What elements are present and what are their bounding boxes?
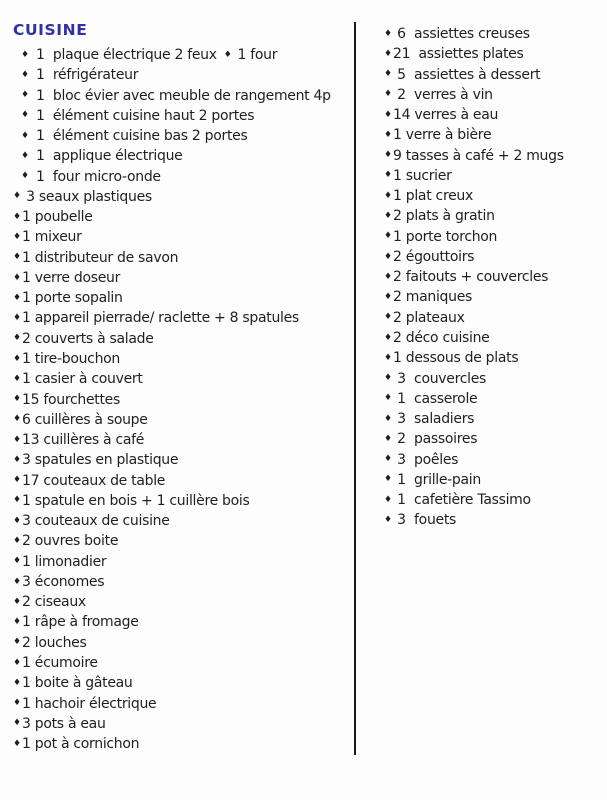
- list-item: [13, 126, 353, 146]
- diamond-bullet-icon: ♦: [13, 454, 21, 465]
- list-item-text: 3 fouets: [393, 512, 457, 529]
- diamond-bullet-icon: ♦: [384, 271, 392, 282]
- list-item-text: 1 élément cuisine haut 2 portes: [36, 107, 255, 124]
- list-item: [384, 146, 604, 166]
- diamond-bullet-icon: ♦: [13, 596, 21, 607]
- list-item: [13, 572, 353, 592]
- list-item: [384, 450, 604, 470]
- diamond-bullet-icon: ♦: [384, 292, 392, 303]
- list-item: [13, 86, 353, 106]
- diamond-bullet-icon: ♦: [384, 312, 392, 323]
- list-item-text: 2 verres à vin: [393, 86, 493, 103]
- list-item: [384, 227, 604, 247]
- list-item-text: 1 porte torchon: [393, 228, 498, 245]
- diamond-bullet-icon: ♦: [384, 48, 392, 59]
- diamond-bullet-icon: ♦: [384, 433, 392, 444]
- list-item: [13, 248, 353, 268]
- list-item: [13, 369, 353, 389]
- diamond-bullet-icon: ♦: [13, 272, 21, 283]
- list-item: [13, 410, 353, 430]
- left-column: [13, 45, 353, 754]
- list-item-text: 1 râpe à fromage: [22, 614, 139, 631]
- list-item: [384, 44, 604, 64]
- list-item: [384, 429, 604, 449]
- list-item-text: 3 poêles: [393, 451, 459, 468]
- list-item: [13, 349, 353, 369]
- list-item: [13, 329, 353, 349]
- list-item: [13, 146, 353, 166]
- list-item-text: 9 tasses à café + 2 mugs: [393, 147, 564, 164]
- list-item-text: 1 plaque électrique 2 feux: [36, 47, 217, 63]
- diamond-bullet-icon: ♦: [21, 110, 29, 121]
- list-item: [13, 288, 353, 308]
- diamond-bullet-icon: ♦: [21, 130, 29, 141]
- diamond-bullet-icon: ♦: [13, 617, 21, 628]
- list-item-text: 1 appareil pierrade/ raclette + 8 spatules: [22, 310, 299, 327]
- list-item-text: 1 poubelle: [22, 209, 93, 226]
- list-item-text: 6 assiettes creuses: [393, 26, 530, 42]
- diamond-bullet-icon: ♦: [21, 49, 29, 60]
- list-item: [13, 187, 353, 207]
- diamond-bullet-icon: ♦: [13, 252, 21, 263]
- list-item-text: 2 couverts à salade: [22, 330, 154, 347]
- list-item-text: 1 distributeur de savon: [22, 249, 179, 266]
- list-item: [13, 511, 353, 531]
- diamond-bullet-icon: ♦: [21, 150, 29, 161]
- diamond-bullet-icon: ♦: [13, 515, 21, 526]
- list-item: [384, 510, 604, 530]
- list-item-text: 1 dessous de plats: [393, 350, 519, 367]
- list-item-text: 1 verre doseur: [22, 269, 121, 286]
- list-item: [13, 694, 353, 714]
- list-item-text: 2 faitouts + couvercles: [393, 269, 549, 286]
- list-item: [384, 409, 604, 429]
- list-item: [384, 65, 604, 85]
- list-item: [13, 471, 353, 491]
- diamond-bullet-icon: ♦: [384, 515, 392, 525]
- list-item: [13, 227, 353, 247]
- list-item-text: 2 maniques: [393, 289, 473, 306]
- list-item: [384, 125, 604, 145]
- list-item: [13, 106, 353, 126]
- list-item-text: 3 pots à eau: [22, 715, 106, 732]
- list-item: [384, 24, 604, 44]
- list-item: [384, 369, 604, 389]
- list-item-text: 17 couteaux de table: [22, 472, 166, 489]
- diamond-bullet-icon: ♦: [223, 49, 232, 60]
- diamond-bullet-icon: ♦: [13, 698, 21, 709]
- diamond-bullet-icon: ♦: [384, 109, 392, 120]
- list-item: [384, 490, 604, 510]
- list-item-text: 1 plat creux: [393, 188, 473, 205]
- list-item-text: 1 tire-bouchon: [22, 350, 120, 367]
- list-item-text: 5 assiettes à dessert: [393, 66, 541, 83]
- list-item-text: 1 spatule en bois + 1 cuillère bois: [22, 492, 250, 509]
- diamond-bullet-icon: ♦: [13, 738, 21, 749]
- diamond-bullet-icon: ♦: [384, 28, 392, 39]
- diamond-bullet-icon: ♦: [384, 454, 392, 465]
- diamond-bullet-icon: ♦: [13, 576, 21, 587]
- diamond-bullet-icon: ♦: [384, 89, 392, 100]
- list-item-text: 1 applique électrique: [36, 148, 183, 165]
- list-item: [384, 206, 604, 226]
- list-item: [13, 491, 353, 511]
- diamond-bullet-icon: ♦: [21, 171, 29, 182]
- list-item-text: 3 spatules en plastique: [22, 452, 179, 469]
- list-item: [384, 470, 604, 490]
- list-item: [13, 612, 353, 632]
- list-item-text: 1 casserole: [393, 390, 478, 407]
- list-item: [13, 673, 353, 693]
- list-item: [13, 207, 353, 227]
- list-item: [384, 247, 604, 267]
- list-item-text: 3 économes: [22, 573, 105, 590]
- list-item: [13, 308, 353, 328]
- list-item: [384, 287, 604, 307]
- diamond-bullet-icon: ♦: [13, 495, 21, 506]
- diamond-bullet-icon: ♦: [384, 170, 392, 181]
- list-item-text: 2 ouvres boite: [22, 533, 119, 550]
- diamond-bullet-icon: ♦: [13, 475, 21, 486]
- diamond-bullet-icon: ♦: [384, 474, 392, 485]
- list-item-text: 1 mixeur: [22, 229, 82, 246]
- diamond-bullet-icon: ♦: [384, 69, 392, 80]
- list-item-text: 21 assiettes plates: [393, 46, 524, 63]
- list-item-text: 3 couvercles: [393, 370, 487, 387]
- diamond-bullet-icon: ♦: [384, 352, 392, 363]
- list-item-text: 2 passoires: [393, 431, 478, 448]
- list-item-text: 2 plats à gratin: [393, 208, 495, 225]
- diamond-bullet-icon: ♦: [384, 413, 392, 424]
- list-item-text: 1 casier à couvert: [22, 371, 143, 388]
- diamond-bullet-icon: ♦: [13, 414, 21, 425]
- diamond-bullet-icon: ♦: [13, 353, 21, 364]
- diamond-bullet-icon: ♦: [13, 434, 21, 445]
- list-item-text: 14 verres à eau: [393, 107, 499, 124]
- list-item-text: 2 plateaux: [393, 309, 465, 326]
- list-item-text: 2 ciseaux: [22, 594, 86, 611]
- diamond-bullet-icon: ♦: [384, 251, 392, 262]
- list-item-text: 1 hachoir électrique: [22, 695, 157, 712]
- list-item-text: 1 limonadier: [22, 553, 107, 570]
- list-item-text: 3 seaux plastiques: [22, 188, 152, 205]
- diamond-bullet-icon: ♦: [13, 292, 21, 303]
- list-item: [384, 308, 604, 328]
- list-item: [13, 653, 353, 673]
- list-item-text: 2 égouttoirs: [393, 248, 475, 265]
- diamond-bullet-icon: ♦: [384, 211, 392, 222]
- list-item: [384, 85, 604, 105]
- diamond-bullet-icon: ♦: [384, 373, 392, 384]
- list-item: [13, 45, 353, 65]
- diamond-bullet-icon: ♦: [384, 190, 392, 201]
- diamond-bullet-icon: ♦: [13, 718, 21, 729]
- diamond-bullet-icon: ♦: [13, 232, 21, 243]
- diamond-bullet-icon: ♦: [21, 69, 29, 80]
- diamond-bullet-icon: ♦: [384, 129, 392, 140]
- list-item-text: 1 élément cuisine bas 2 portes: [36, 128, 248, 145]
- list-item-text: 1 écumoire: [22, 654, 98, 671]
- right-column: [384, 24, 604, 531]
- list-item-text: 1 four: [237, 47, 278, 63]
- list-item: [384, 389, 604, 409]
- list-item-text: 1 cafetière Tassimo: [393, 492, 531, 509]
- diamond-bullet-icon: ♦: [13, 373, 21, 384]
- list-item: [13, 633, 353, 653]
- list-item: [13, 65, 353, 85]
- list-item: [13, 714, 353, 734]
- diamond-bullet-icon: ♦: [384, 150, 392, 161]
- diamond-bullet-icon: ♦: [13, 556, 21, 567]
- list-item-text: 1 sucrier: [393, 167, 452, 184]
- diamond-bullet-icon: ♦: [384, 494, 392, 505]
- list-item-text: 3 saladiers: [393, 411, 475, 428]
- list-item: [384, 328, 604, 348]
- diamond-bullet-icon: ♦: [13, 394, 21, 405]
- diamond-bullet-icon: ♦: [384, 332, 392, 343]
- column-divider: [354, 22, 356, 755]
- list-item-text: 13 cuillères à café: [22, 432, 145, 449]
- list-item: [384, 105, 604, 125]
- diamond-bullet-icon: ♦: [13, 211, 21, 222]
- list-item-text: 1 boite à gâteau: [22, 675, 133, 692]
- list-item-text: 6 cuillères à soupe: [22, 411, 148, 428]
- list-item: [13, 734, 353, 754]
- list-item: [13, 592, 353, 612]
- list-item: [384, 348, 604, 368]
- diamond-bullet-icon: ♦: [13, 191, 21, 202]
- list-item-text: 1 verre à bière: [393, 127, 492, 144]
- list-item: [13, 167, 353, 187]
- list-item-text: 3 couteaux de cuisine: [22, 513, 170, 530]
- list-item: [13, 450, 353, 470]
- list-item-text: 2 louches: [22, 634, 87, 651]
- diamond-bullet-icon: ♦: [384, 393, 392, 404]
- list-item: [13, 390, 353, 410]
- diamond-bullet-icon: ♦: [13, 333, 21, 344]
- list-item: [384, 267, 604, 287]
- diamond-bullet-icon: ♦: [13, 313, 21, 324]
- list-item: [384, 186, 604, 206]
- list-item-text: 15 fourchettes: [22, 391, 120, 408]
- diamond-bullet-icon: ♦: [13, 637, 21, 648]
- page-title: CUISINE: [13, 21, 88, 39]
- list-item-text: 1 grille-pain: [393, 471, 481, 488]
- list-item: [13, 531, 353, 551]
- list-item-text: 2 déco cuisine: [393, 329, 490, 346]
- list-item-text: 1 réfrigérateur: [36, 67, 139, 84]
- list-item-text: 1 four micro-onde: [36, 168, 161, 185]
- list-item-text: 1 pot à cornichon: [22, 736, 140, 753]
- diamond-bullet-icon: ♦: [13, 657, 21, 668]
- diamond-bullet-icon: ♦: [21, 90, 29, 101]
- list-item: [13, 430, 353, 450]
- diamond-bullet-icon: ♦: [13, 677, 21, 688]
- diamond-bullet-icon: ♦: [384, 231, 392, 242]
- list-item: [13, 552, 353, 572]
- list-item-text: 1 porte sopalin: [22, 290, 123, 307]
- list-item: [384, 166, 604, 186]
- list-item: [13, 268, 353, 288]
- list-item-text: 1 bloc évier avec meuble de rangement 4p: [36, 87, 331, 104]
- diamond-bullet-icon: ♦: [13, 536, 21, 546]
